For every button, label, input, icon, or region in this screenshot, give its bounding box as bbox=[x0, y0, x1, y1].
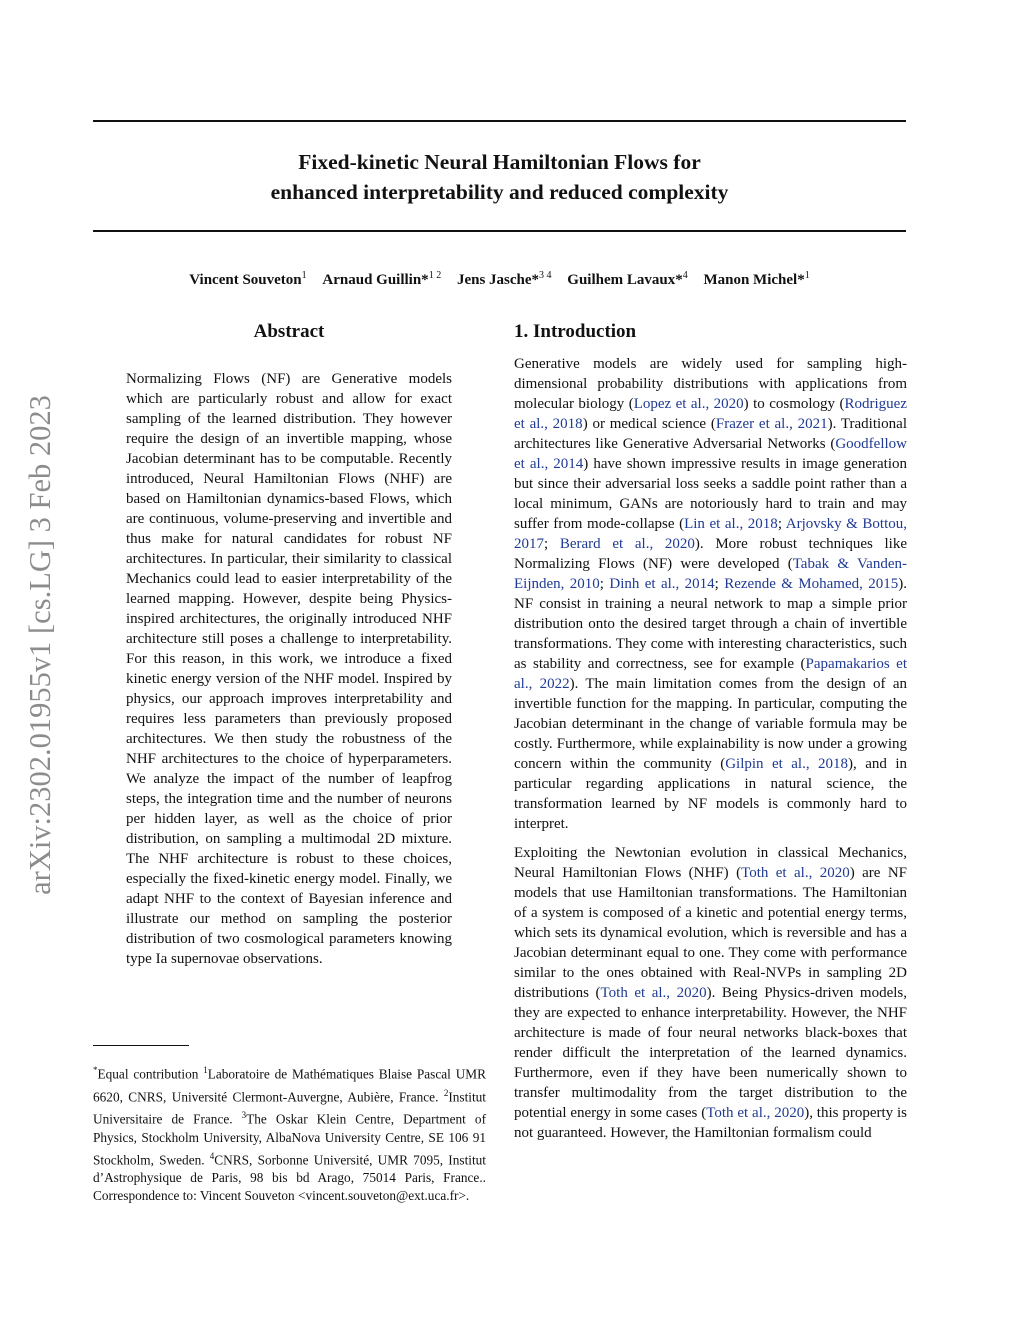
introduction-section bbox=[514, 354, 907, 1143]
introduction-paragraph: Exploiting the Newtonian evolution in classical Mechanics, Neural Hamiltonian Flows (NHF) (Toth et al., 2020) are NF models that use Hamiltonian transformations. The Hamiltonian of a system is composed of a kinetic and potential energy terms, which sets its dynamical evolution, which is reversible and has a Jacobian determinant equal to one. They come with performance similar to the ones obtained with Real-NVPs in sampling 2D distributions (Toth et al., 2020). Being Physics-driven models, they are expected to enhance interpretability. However, the NHF architecture is made of four neural networks black-boxes that render difficult the interpretation of the learned dynamics. Furthermore, even if they have been numerically shown to transfer multimodality from the target distribution to the potential energy in some cases (Toth et al., 2020), this property is not guaranteed. However, the Hamiltonian formalism could bbox=[514, 845, 908, 1141]
author-name: Arnaud Guillin*$^{1 2}$ bbox=[322, 270, 442, 288]
arxiv-identifier-stamp: arXiv:2302.01955v1 [cs.LG] 3 Feb 2023 bbox=[23, 395, 57, 895]
abstract-text: Normalizing Flows (NF) are Generative models which are particularly robust and allow for exact sampling of the learned distribution. They however require the design of an invertible mapping, whose Jacobian determinant has to be computable. Recently introduced, Neural Hamiltonian Flows (NHF) are based on Hamiltonian dynamics-based Flows, which are continuous, volume-preserving and invertible and thus make for natural candidates for robust NF architectures. In particular, their similarity to classical Mechanics could lead to easier interpretability of the learned mapping. However, despite being Physics-inspired architectures, the originally introduced NHF architecture still poses a challenge to interpretability. For this reason, in this work, we introduce a fixed kinetic energy version of the NHF model. Inspired by physics, our approach improves interpretability and requires less parameters than previously proposed architectures. We then study the robustness of the NHF architectures to the choice of hyperparameters. We analyze the impact of the number of leapfrog steps, the integration time and the number of neurons per hidden layer, as well as the choice of prior distribution, on sampling a multimodal 2D mixture. The NHF architecture is robust to these choices, especially the fixed-kinetic energy model. Finally, we adapt NHF to the context of Bayesian inference and illustrate our method on sampling the posterior distribution of two cosmological parameters knowing type Ia supernovae observations. bbox=[126, 371, 452, 967]
affiliation-marker: 3 4 bbox=[539, 270, 552, 281]
paper-title bbox=[93, 147, 906, 207]
citation-link[interactable]: Arjovsky & Bottou, 2017 bbox=[514, 516, 908, 552]
citation-link[interactable]: Rezende & Mohamed, 2015 bbox=[724, 576, 899, 592]
citation-link[interactable]: Berard et al., 2020 bbox=[559, 536, 695, 552]
citation-link[interactable]: Toth et al., 2020 bbox=[741, 865, 850, 881]
author-name: Jens Jasche*$^{3 4}$ bbox=[456, 270, 552, 288]
title-bottom-rule bbox=[93, 230, 906, 232]
citation-link[interactable]: Goodfellow et al., 2014 bbox=[514, 436, 907, 472]
citation-link[interactable]: Toth et al., 2020 bbox=[600, 985, 707, 1001]
abstract-heading: Abstract bbox=[253, 321, 325, 342]
citation-link[interactable]: Rodriguez et al., 2018 bbox=[514, 396, 907, 432]
introduction-paragraph: Generative models are widely used for sampling high-dimensional probability distributions with applications from molecular biology (Lopez et al., 2020) to cosmology (Rodriguez et al., 2018) or medical science (Frazer et al., 2021). Traditional architectures like Generative Adversarial Networks (Goodfellow et al., 2014) have shown impressive results in image generation but since their adversarial loss seeks a saddle point rather than a local minimum, GANs are notoriously hard to train and may suffer from mode-collapse (Lin et al., 2018; Arjovsky & Bottou, 2017; Berard et al., 2020). More robust techniques like Normalizing Flows (NF) were developed (Tabak & Vanden-Eijnden, 2010; Dinh et al., 2014; Rezende & Mohamed, 2015). NF consist in training a neural network to map a simple prior distribution onto the desired target through a chain of invertible transformations. They come with interesting characteristics, such as stability and correctness, see for example (Papamakarios et al., 2022). The main limitation comes from the design of an invertible function for the mapping. In particular, computing the Jacobian determinant in the change of variable formula may be costly. Furthermore, while explainability is now under a growing concern within the community (Gilpin et al., 2018), and in particular regarding applications in natural science, the transformation learned by NF models is commonly hard to interpret. bbox=[514, 356, 908, 832]
citation-link[interactable]: Tabak & Vanden-Eijnden, 2010 bbox=[514, 556, 907, 592]
affiliation-marker: 4 bbox=[682, 270, 688, 281]
author-name: Guilhem Lavaux*$^4$ bbox=[567, 270, 688, 288]
title-top-rule bbox=[93, 120, 906, 122]
affiliation-marker: 1 2 bbox=[428, 270, 442, 281]
affiliation-marker: 1 bbox=[804, 270, 810, 281]
author-name: Vincent Souveton$^1$ bbox=[189, 270, 307, 288]
citation-link[interactable]: Papamakarios et al., 2022 bbox=[514, 656, 907, 692]
citation-link[interactable]: Dinh et al., 2014 bbox=[609, 576, 715, 592]
author-list bbox=[93, 265, 906, 291]
paper-title-line: enhanced interpretability and reduced complexity bbox=[270, 180, 729, 204]
footnote-divider bbox=[93, 1045, 189, 1046]
paper-title-line: Fixed-kinetic Neural Hamiltonian Flows for bbox=[298, 150, 701, 174]
citation-link[interactable]: Gilpin et al., 2018 bbox=[725, 756, 849, 772]
citation-link[interactable]: Lin et al., 2018 bbox=[684, 516, 778, 532]
affiliation-footnotes: *Equal contribution $^1$Laboratoire de Mathématiques Blaise Pascal UMR 6620, CNRS, Université Clermont-Auvergne, Aubière, France. $^2$Institut Universitaire de France. $^3$The Oskar Klein Centre, Department of Physics, Stockholm University, AlbaNova University Centre, SE 106 91 Stockholm, Sweden. $^4$CNRS, Sorbonne Université, UMR 7095, Institut d’Astrophysique de Paris, 98 bis bd Arago, 75014 Paris, France.. Correspondence to: Vincent Souveton <vincent.souveton@ext.uca.fr>. bbox=[93, 1065, 487, 1203]
citation-link[interactable]: Frazer et al., 2021 bbox=[715, 416, 828, 432]
introduction-heading: 1. Introduction bbox=[514, 321, 637, 342]
affiliation-marker: 1 bbox=[301, 270, 307, 281]
citation-link[interactable]: Lopez et al., 2020 bbox=[633, 396, 744, 412]
citation-link[interactable]: Toth et al., 2020 bbox=[706, 1105, 805, 1121]
author-name: Manon Michel*$^1$ bbox=[703, 270, 810, 288]
